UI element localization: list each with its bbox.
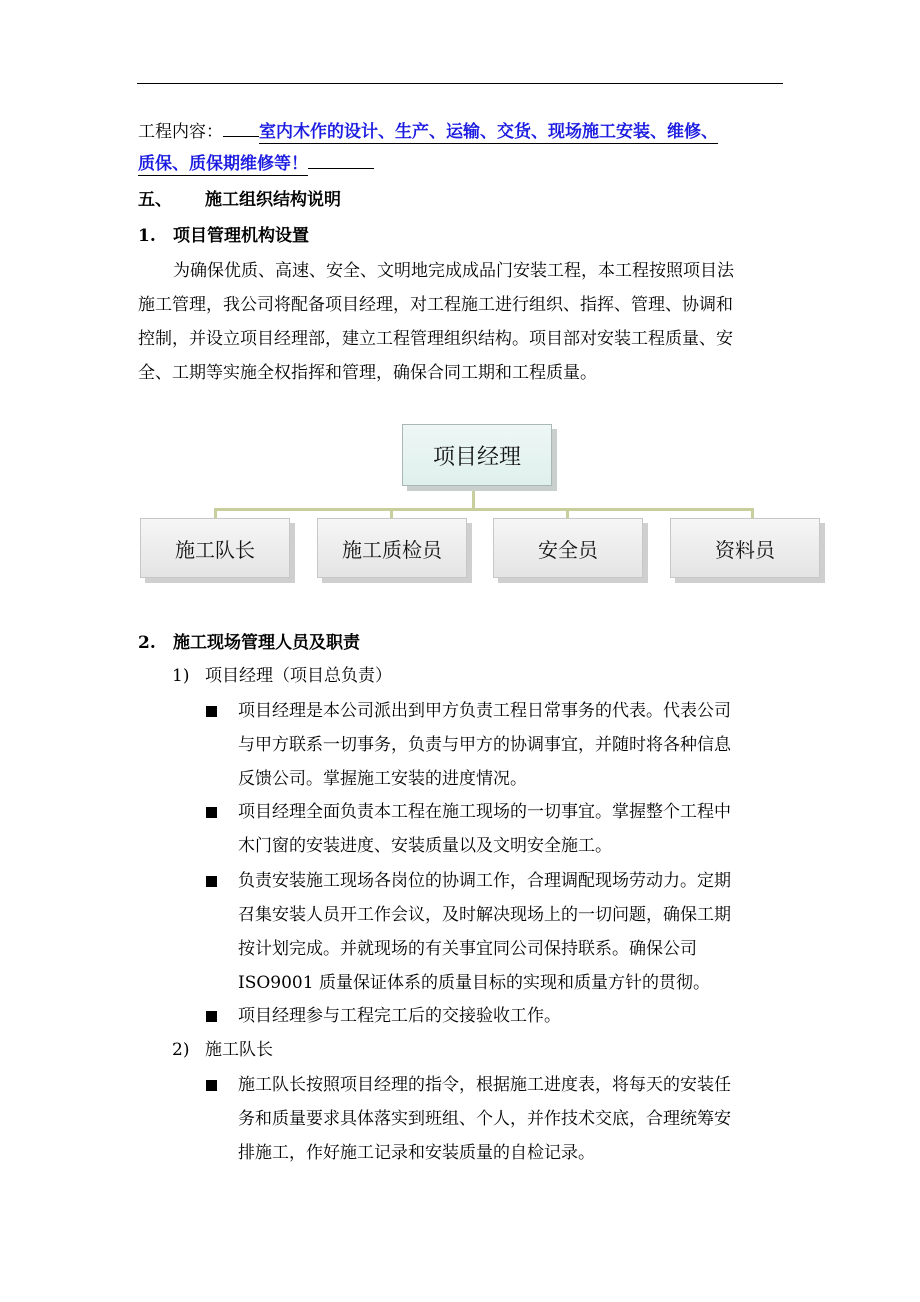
sub1-paragraph-line: 施工管理，我公司将配备项目经理，对工程施工进行组织、指挥、管理、协调和 bbox=[138, 295, 733, 315]
bullet-text-line: 负责安装施工现场各岗位的协调工作，合理调配现场劳动力。定期 bbox=[238, 871, 731, 891]
bullet-text-line: 项目经理全面负责本工程在施工现场的一切事宜。掌握整个工程中 bbox=[238, 802, 731, 822]
item1-title: 项目经理（项目总负责） bbox=[205, 666, 392, 686]
header-rule bbox=[137, 83, 783, 84]
project-content-text-1: 室内木作的设计、生产、运输、交货、现场施工安装、维修、 bbox=[259, 122, 718, 142]
section-5-title: 施工组织结构说明 bbox=[205, 190, 341, 210]
project-content-label: 工程内容： bbox=[138, 122, 223, 142]
bullet-text-line: 施工队长按照项目经理的指令，根据施工进度表，将每天的安装任 bbox=[238, 1075, 731, 1095]
bullet-text-line: 与甲方联系一切事务，负责与甲方的协调事宜，并随时将各种信息 bbox=[238, 735, 731, 755]
bullet-square-icon bbox=[206, 706, 217, 717]
org-connector-drop bbox=[751, 508, 754, 518]
bullet-text-line: 务和质量要求具体落实到班组、个人，并作技术交底，合理统筹安 bbox=[238, 1109, 731, 1129]
org-connector-drop bbox=[214, 508, 217, 518]
sub2-number: 2. bbox=[138, 633, 156, 653]
org-connector-vertical bbox=[472, 484, 475, 510]
bullet-text-line: 召集安装人员开工作会议，及时解决现场上的一切问题，确保工期 bbox=[238, 905, 731, 925]
project-content-text-2: 质保、质保期维修等！ bbox=[138, 154, 308, 174]
sub1-paragraph-line: 控制，并设立项目经理部，建立工程管理组织结构。项目部对安装工程质量、安 bbox=[138, 329, 733, 349]
sub1-paragraph-line: 为确保优质、高速、安全、文明地完成成品门安装工程，本工程按照项目法 bbox=[173, 261, 734, 281]
bullet-square-icon bbox=[206, 876, 217, 887]
bullet-text-line: 项目经理是本公司派出到甲方负责工程日常事务的代表。代表公司 bbox=[238, 701, 731, 721]
section-5-number: 五、 bbox=[138, 190, 172, 210]
bullet-square-icon bbox=[206, 807, 217, 818]
sub1-number: 1. bbox=[138, 226, 156, 246]
bullet-text-line: 反馈公司。掌握施工安装的进度情况。 bbox=[238, 769, 527, 789]
org-child-construction-leader: 施工队长 bbox=[140, 518, 290, 578]
bullet-text-line: ISO9001 质量保证体系的质量目标的实现和质量方针的贯彻。 bbox=[238, 973, 710, 993]
item1-number: 1) bbox=[172, 666, 190, 686]
sub1-paragraph-line: 全、工期等实施全权指挥和管理，确保合同工期和工程质量。 bbox=[138, 363, 597, 383]
project-content-line2 bbox=[138, 153, 374, 175]
sub1-title: 项目管理机构设置 bbox=[173, 226, 309, 246]
sub2-title: 施工现场管理人员及职责 bbox=[173, 633, 360, 653]
bullet-text-line: 按计划完成。并就现场的有关事宜同公司保持联系。确保公司 bbox=[238, 939, 697, 959]
org-connector-horizontal bbox=[214, 508, 754, 511]
blank-underline bbox=[223, 135, 259, 137]
bullet-square-icon bbox=[206, 1080, 217, 1091]
org-root-project-manager: 项目经理 bbox=[402, 424, 552, 486]
bullet-text-line: 木门窗的安装进度、安装质量以及文明安全施工。 bbox=[238, 836, 612, 856]
bullet-text-line: 项目经理参与工程完工后的交接验收工作。 bbox=[238, 1006, 561, 1026]
bullet-square-icon bbox=[206, 1011, 217, 1022]
bullet-text-line: 排施工，作好施工记录和安装质量的自检记录。 bbox=[238, 1143, 595, 1163]
org-child-safety-officer: 安全员 bbox=[493, 518, 643, 578]
org-connector-drop bbox=[566, 508, 569, 518]
item2-number: 2) bbox=[172, 1040, 190, 1060]
blank-underline-2 bbox=[308, 167, 374, 169]
org-child-documentation-officer: 资料员 bbox=[670, 518, 820, 578]
org-child-quality-inspector: 施工质检员 bbox=[317, 518, 467, 578]
org-connector-drop bbox=[390, 508, 393, 518]
item2-title: 施工队长 bbox=[205, 1040, 273, 1060]
project-content-line1 bbox=[138, 121, 718, 143]
